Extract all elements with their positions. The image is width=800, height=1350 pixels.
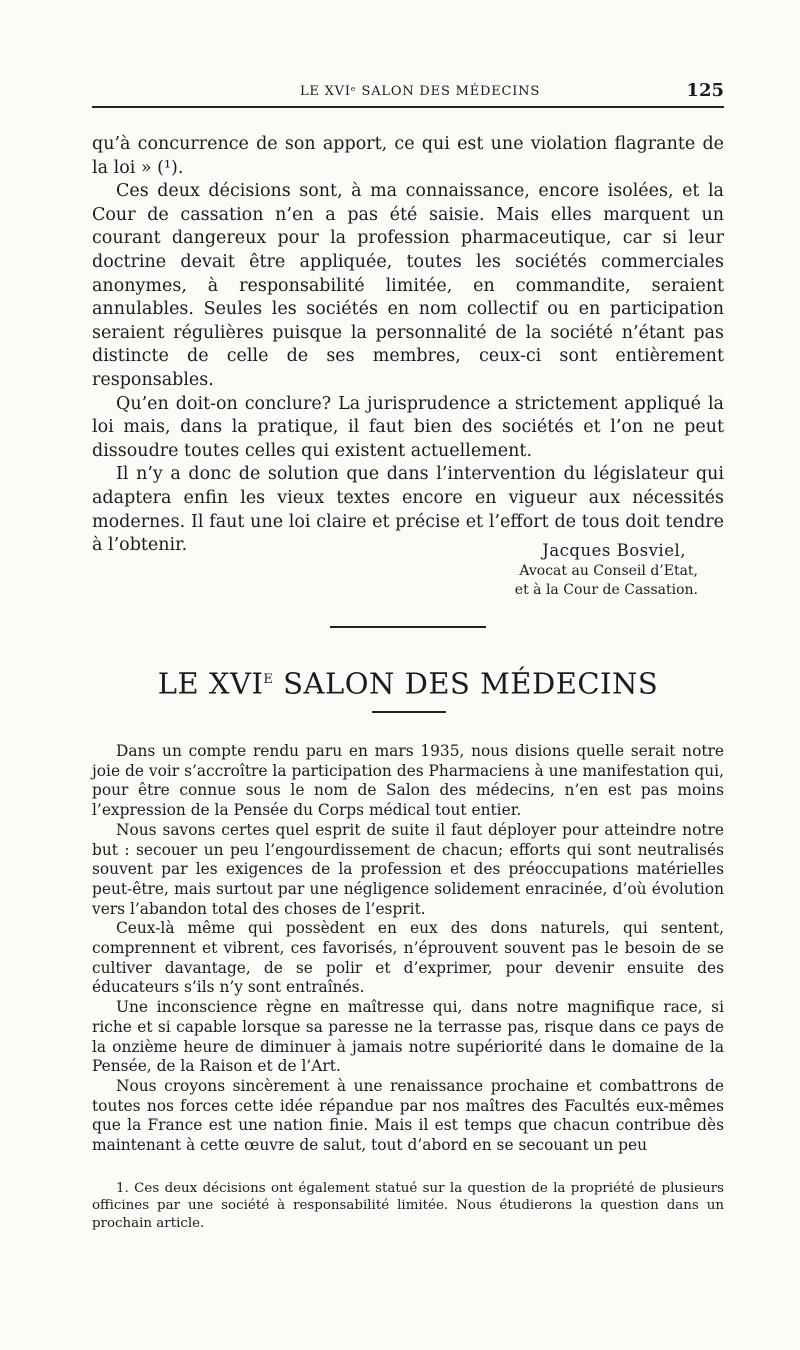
paragraph: Nous croyons sincèrement à une renaissance prochaine et combattrons de toutes nos forces cette idée répandue par nos maîtres des Facultés eux-mêmes que la France est une nation finie. Mais il est temps que chacun contribue dès maintenant à cette œuvre de salut, tout d’abord en se secouant un peu xyxy=(92,1076,724,1155)
signature-block xyxy=(92,540,698,600)
header-rule xyxy=(92,106,724,108)
paragraph: qu’à concurrence de son apport, ce qui est une violation flagrante de la loi » (¹). xyxy=(92,134,724,178)
author-name: Jacques Bosviel, xyxy=(542,541,686,560)
author-title-line: Avocat au Conseil d’Etat, xyxy=(519,563,698,579)
paragraph: Il n’y a donc de solution que dans l’intervention du législateur qui adaptera enfin les vieux textes encore en vigueur aux nécessités modernes. Il faut une loi claire et précise et l’effort de tous doit tendre à l’obtenir. xyxy=(92,464,724,556)
paragraph: Nous savons certes quel esprit de suite il faut déployer pour atteindre notre but : secouer un peu l’engourdissement de chacun; efforts qui sont neutralisés souvent par les exigences de la profession et des préoccupations matérielles peut-être, mais surtout par une négligence solidement enracinée, d’où évolution vers l’abandon total des choses de l’esprit. xyxy=(92,820,724,918)
article-title xyxy=(92,660,724,704)
article-title-superscript: E xyxy=(263,672,274,687)
section-separator xyxy=(330,626,486,628)
article-title-rest: SALON DES MÉDECINS xyxy=(273,666,659,701)
running-head xyxy=(92,80,724,106)
author-title-line: et à la Cour de Cassation. xyxy=(514,582,698,598)
paragraph: Ceux-là même qui possèdent en eux des dons naturels, qui sentent, comprennent et vibrent, ces favorisés, n’éprouvent souvent pas le besoin de se cultiver davantage, de se polir et d’exprimer, pour devenir ensuite des éducateurs s’ils n’y sont entraînés. xyxy=(92,919,724,997)
article-title-main: LE XVI xyxy=(157,666,264,701)
paragraph: Qu’en doit-on conclure? La jurisprudence a strictement appliqué la loi mais, dans la pratique, il faut bien des sociétés et l’on ne peut dissoudre toutes celles qui existent actuellement. xyxy=(92,393,724,461)
page-number: 125 xyxy=(686,80,724,101)
paragraph: Une inconscience règne en maîtresse qui, dans notre magnifique race, si riche et si capable lorsque sa paresse ne la terrasse pas, risque dans ce pays de la onzième heure de diminuer à jamais notre supériorité dans le domaine de la Pensée, de la Raison et de l’Art. xyxy=(92,998,724,1076)
paragraph: Dans un compte rendu paru en mars 1935, nous disions quelle serait notre joie de voir s’accroître la participation des Pharmaciens à une manifestation qui, pour être connue sous le nom de Salon des médecins, n’en est pas moins l’expression de la Pensée du Corps médical tout entier. xyxy=(92,742,724,820)
footnote xyxy=(92,1180,724,1232)
title-separator xyxy=(372,711,446,713)
footnote-text: 1. Ces deux décisions ont également statué sur la question de la propriété de plusieurs officines par une société à responsabilité limitée. Nous étudierons la question dans un prochain article. xyxy=(92,1181,724,1231)
paragraph: Ces deux décisions sont, à ma connaissance, encore isolées, et la Cour de cassation n’en a pas été saisie. Mais elles marquent un courant dangereux pour la profession pharmaceutique, car si leur doctrine devait être appliquée, toutes les sociétés commerciales anonymes, à responsabilité limitée, en commandite, seraient annulables. Seules les sociétés en nom collectif ou en participation seraient régulières puisque la personnalité de la société n’étant pas distincte de celle de ses membres, ceux-ci sont entièrement responsables. xyxy=(92,181,724,390)
running-title: LE XVIᵉ SALON DES MÉDECINS xyxy=(299,84,541,99)
article-body xyxy=(92,742,724,1156)
previous-article-text xyxy=(92,133,724,558)
